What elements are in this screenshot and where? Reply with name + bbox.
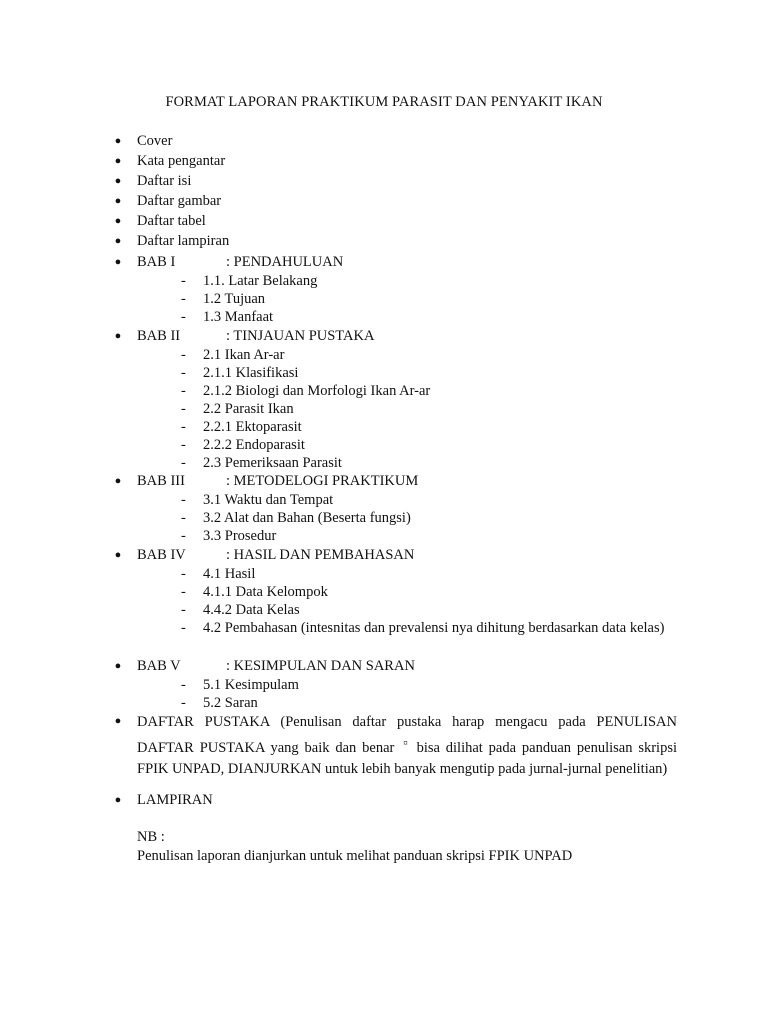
dash-icon: -: [181, 291, 186, 307]
dash-icon: -: [181, 620, 186, 636]
sub-item-label: 2.1.2 Biologi dan Morfologi Ikan Ar-ar: [203, 383, 431, 399]
sub-item-label: 4.4.2 Data Kelas: [203, 602, 300, 618]
list-item-label: Daftar isi: [137, 173, 192, 189]
sub-item-label: 2.2.2 Endoparasit: [203, 437, 305, 453]
dash-icon: -: [181, 566, 186, 582]
bullet-icon: ●: [114, 549, 122, 561]
list-item-label: Cover: [137, 133, 173, 149]
daftar-pustaka-text-start: DAFTAR PUSTAKA (Penulisan daftar pustaka harap mengacu pada PENULISAN DAFTAR PUSTAKA yang baik dan benar: [137, 714, 677, 756]
dash-icon: -: [181, 510, 186, 526]
list-item-label: LAMPIRAN: [137, 792, 213, 808]
dash-icon: -: [181, 455, 186, 471]
dash-icon: -: [181, 401, 186, 417]
sub-item-label: 5.1 Kesimpulam: [203, 677, 299, 693]
dash-icon: -: [181, 273, 186, 289]
chapter-title: : METODELOGI PRAKTIKUM: [226, 473, 419, 489]
nb-label: NB :: [137, 829, 165, 845]
sub-item-label: 3.2 Alat dan Bahan (Beserta fungsi): [203, 510, 411, 526]
list-item-label: Kata pengantar: [137, 153, 226, 169]
bullet-icon: ●: [114, 330, 122, 342]
chapter-label: BAB IV: [137, 547, 186, 563]
nb-text: Penulisan laporan dianjurkan untuk melihat panduan skripsi FPIK UNPAD: [137, 848, 573, 864]
document-title: FORMAT LAPORAN PRAKTIKUM PARASIT DAN PENYAKIT IKAN: [165, 94, 603, 110]
bullet-icon: ●: [114, 660, 122, 672]
sub-item-label: 2.2.1 Ektoparasit: [203, 419, 302, 435]
bullet-icon: ●: [114, 715, 122, 727]
chapter-label: BAB III: [137, 473, 185, 489]
list-item-label: Daftar gambar: [137, 193, 222, 209]
chapter-title: : KESIMPULAN DAN SARAN: [226, 658, 415, 674]
chapter-title: : TINJAUAN PUSTAKA: [226, 328, 375, 344]
dash-icon: -: [181, 602, 186, 618]
bullet-icon: ●: [114, 235, 122, 247]
dash-icon: -: [181, 365, 186, 381]
daftar-pustaka-text-end: bisa dilihat pada panduan penulisan skripsi FPIK UNPAD, DIANJURKAN untuk lebih banyak mengutip pada jurnal-jurnal penelitian): [137, 739, 677, 777]
bullet-icon: ●: [114, 135, 122, 147]
bullet-icon: ●: [114, 794, 122, 806]
dash-icon: -: [181, 528, 186, 544]
dash-icon: -: [181, 419, 186, 435]
dash-icon: -: [181, 584, 186, 600]
bullet-icon: ●: [114, 195, 122, 207]
sub-item-label: 4.1 Hasil: [203, 566, 256, 582]
chapter-title: : HASIL DAN PEMBAHASAN: [226, 547, 415, 563]
sub-item-label: 5.2 Saran: [203, 695, 258, 711]
chapter-label: BAB I: [137, 254, 176, 270]
sub-item-label: 3.1 Waktu dan Tempat: [203, 492, 334, 508]
sub-item-label: 4.1.1 Data Kelompok: [203, 584, 328, 600]
bullet-icon: ●: [114, 175, 122, 187]
sub-item-label: 1.1. Latar Belakang: [203, 273, 318, 289]
daftar-pustaka-paragraph: [137, 712, 677, 780]
dash-icon: -: [181, 347, 186, 363]
sub-item-label: 2.1.1 Klasifikasi: [203, 365, 299, 381]
sub-item-label: 2.3 Pemeriksaan Parasit: [203, 455, 342, 471]
sub-item-label: 4.2 Pembahasan (intesnitas dan prevalensi nya dihitung berdasarkan data kelas): [203, 620, 665, 636]
dash-icon: -: [181, 309, 186, 325]
chapter-label: BAB II: [137, 328, 181, 344]
bullet-icon: ●: [114, 215, 122, 227]
dash-icon: -: [181, 383, 186, 399]
bullet-icon: ●: [114, 256, 122, 268]
sub-item-label: 2.1 Ikan Ar-ar: [203, 347, 285, 363]
list-item-label: Daftar lampiran: [137, 233, 230, 249]
chapter-title: : PENDAHULUAN: [226, 254, 344, 270]
sub-item-label: 1.2 Tujuan: [203, 291, 266, 307]
dash-icon: -: [181, 695, 186, 711]
dash-icon: -: [181, 492, 186, 508]
sub-item-label: 1.3 Manfaat: [203, 309, 274, 325]
dash-icon: -: [181, 677, 186, 693]
sub-item-label: 2.2 Parasit Ikan: [203, 401, 294, 417]
sub-item-label: 3.3 Prosedur: [203, 528, 277, 544]
chapter-label: BAB V: [137, 658, 181, 674]
bullet-icon: ●: [114, 155, 122, 167]
footnote-mark-icon: ¤: [403, 738, 408, 748]
bullet-icon: ●: [114, 475, 122, 487]
dash-icon: -: [181, 437, 186, 453]
list-item-label: Daftar tabel: [137, 213, 206, 229]
